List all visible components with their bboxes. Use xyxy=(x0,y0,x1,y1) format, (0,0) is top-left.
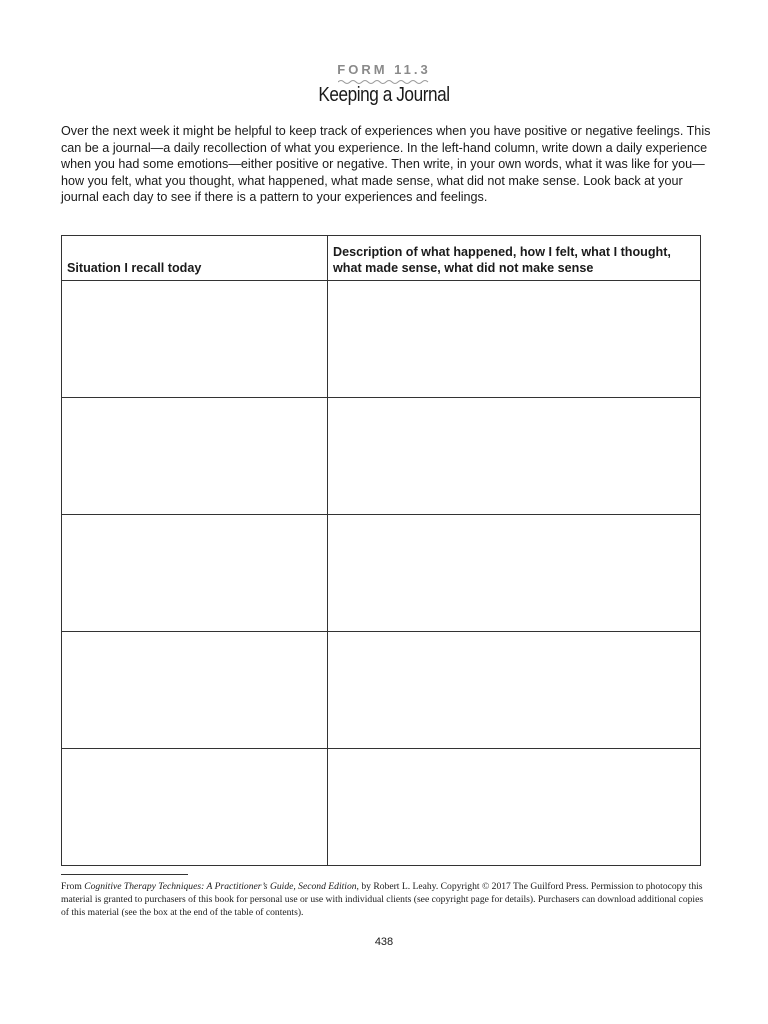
column-header-situation: Situation I recall today xyxy=(62,236,328,281)
situation-cell[interactable] xyxy=(62,515,328,632)
page-title: Keeping a Journal xyxy=(318,84,450,106)
citation-prefix: From xyxy=(61,881,85,892)
table-header-row xyxy=(62,236,701,281)
situation-cell[interactable] xyxy=(62,749,328,866)
citation-text: , by Robert L. Leahy. Copyright © 2017 The Guilford Press. Permission to photocopy this material is granted to purchasers of this book for personal use or use with individual clients (see copyright page for details). Purchasers can download additional copies of this material (see the box at the end of the table of contents). xyxy=(61,881,704,918)
journal-table xyxy=(61,235,701,866)
description-cell[interactable] xyxy=(328,281,701,398)
table-row xyxy=(62,632,701,749)
copyright-citation xyxy=(61,880,711,919)
footnote-rule xyxy=(61,874,188,875)
description-cell[interactable] xyxy=(328,749,701,866)
column-header-description: Description of what happened, how I felt, what I thought, what made sense, what did not make sense xyxy=(328,236,701,281)
table-row xyxy=(62,515,701,632)
form-label: FORM 11.3 xyxy=(337,62,431,77)
situation-cell[interactable] xyxy=(62,398,328,515)
table-row xyxy=(62,398,701,515)
page-number: 438 xyxy=(374,936,394,948)
description-cell[interactable] xyxy=(328,632,701,749)
table-row xyxy=(62,281,701,398)
description-cell[interactable] xyxy=(328,515,701,632)
book-title: Cognitive Therapy Techniques: A Practitioner’s Guide, Second Edition xyxy=(84,881,357,892)
intro-paragraph: Over the next week it might be helpful to keep track of experiences when you have positive or negative feelings. This can be a journal—a daily recollection of what you experience. In the left-hand column, write down a daily experience when you had some emotions—either positive or negative. Then write, in your own words, what it was like for you—how you felt, what you thought, what happened, what made sense, what did not make sense. Look back at your journal each day to see if there is a pattern to your experiences and feelings. xyxy=(61,124,711,204)
table-row xyxy=(62,749,701,866)
description-cell[interactable] xyxy=(328,398,701,515)
situation-cell[interactable] xyxy=(62,632,328,749)
situation-cell[interactable] xyxy=(62,281,328,398)
